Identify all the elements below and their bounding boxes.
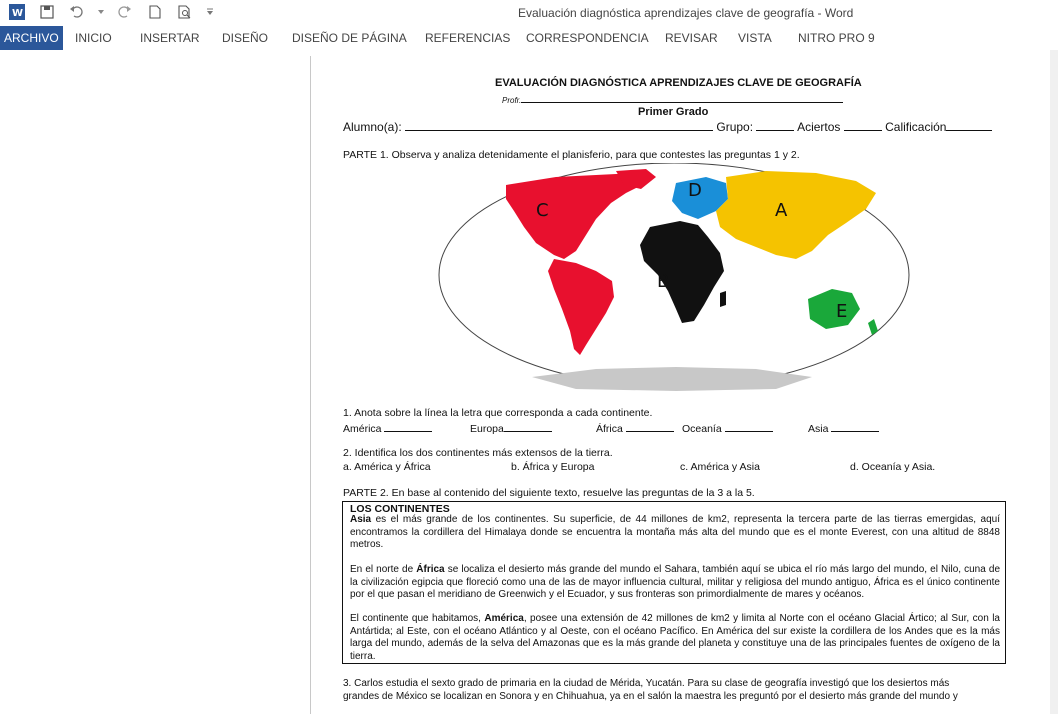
redo-icon[interactable] (116, 3, 134, 21)
hits-label: Aciertos (797, 120, 841, 134)
tab-correspondencia[interactable]: CORRESPONDENCIA (526, 31, 649, 45)
map-letter-d: D (688, 180, 702, 201)
q1-asia: Asia (808, 423, 829, 435)
question-3-line-1: 3. Carlos estudia el sexto grado de primaria en la ciudad de Mérida, Yucatán. Para su clase de geografía investigó que los desiertos más (343, 678, 950, 689)
q2-option-d: d. Oceanía y Asia. (850, 461, 936, 473)
paragraph-asia: Asia es el más grande de los continentes. Su superficie, de 44 millones de km2, representa la tercera parte de las tierras emergidas, aquí encontramos la cordillera del Himalaya donde se encuentra la montaña más alta del mundo que es el monte Everest, con una altitud de 8848 metros. (350, 514, 1000, 550)
grade-title: Primer Grado (638, 106, 709, 118)
window-title: Evaluación diagnóstica aprendizajes clave de geografía - Word (518, 6, 854, 20)
question-3-line-2: grandes de México se localizan en Sonora y en Chihuahua, ya en el salón la maestra les preguntó por el desierto más grande del mundo y (343, 691, 958, 702)
new-document-icon[interactable] (146, 3, 164, 21)
hits-line (844, 120, 882, 131)
world-map (436, 163, 912, 393)
profr-label: Profr. (502, 96, 522, 105)
map-letter-c: C (536, 200, 549, 221)
svg-text:W: W (12, 8, 24, 19)
doc-title: EVALUACIÓN DIAGNÓSTICA APRENDIZAJES CLAVE DE GEOGRAFÍA (495, 77, 862, 89)
question-2: 2. Identifica los dos continentes más extensos de la tierra. (343, 447, 613, 459)
undo-dropdown-icon[interactable] (98, 3, 104, 21)
tab-insertar[interactable]: INSERTAR (140, 31, 200, 45)
left-gray-margin (0, 50, 310, 714)
map-letter-a: A (775, 200, 788, 221)
customize-toolbar-icon[interactable] (206, 3, 214, 21)
word-logo-icon (8, 3, 26, 21)
save-icon[interactable] (38, 3, 56, 21)
part2-instructions: PARTE 2. En base al contenido del siguiente texto, resuelve las preguntas de la 3 a la 5. (343, 487, 755, 499)
q1-europa: Europa (470, 423, 504, 435)
map-letter-e: E (836, 301, 848, 322)
tab-inicio[interactable]: INICIO (75, 31, 112, 45)
vertical-scrollbar[interactable] (1050, 50, 1058, 714)
q1-oceania: Oceanía (682, 423, 722, 435)
title-bar (0, 0, 1058, 26)
question-1: 1. Anota sobre la línea la letra que corresponda a cada continente. (343, 407, 653, 419)
q1-africa: África (596, 423, 623, 435)
paragraph-africa: En el norte de África se localiza el desierto más grande del mundo el Sahara, también aquí se ubica el río más largo del mundo, el Nilo, cuna de la civilización egipcia que floreció como una de las de mayor influencia cultural, militar y religiosa del mundo antiguo, África es el único continente por el que pasan el meridiano de Greenwich y el Ecuador, y sus fronteras son primordialmente de mares y océanos. (350, 564, 1001, 600)
grade-score-label: Calificación (885, 120, 947, 134)
print-preview-icon[interactable] (176, 3, 194, 21)
map-letter-b: B (657, 271, 670, 292)
q1-america: América (343, 423, 382, 435)
tab-diseno-pagina[interactable]: DISEÑO DE PÁGINA (292, 31, 407, 45)
paragraph-america: El continente que habitamos, América, posee una extensión de 42 millones de km2 y limita al Norte con el océano Glacial Ártico; al Sur, con la Antártida; al Este, con el océano Atlántico y al Oeste, con el océano Pacífico. En América del sur existe la cordillera de los Andes que es la más larga del mundo, además de la selva del Amazonas que es la más grande del planeta y constituye una de las principales fuentes de oxígeno de la tierra. (350, 613, 1000, 662)
tab-nitro[interactable]: NITRO PRO 9 (798, 31, 875, 45)
madagascar-shape (720, 291, 726, 307)
tab-diseno[interactable]: DISEÑO (222, 31, 269, 45)
tab-referencias[interactable]: REFERENCIAS (425, 31, 511, 45)
student-line (405, 120, 713, 131)
tab-archivo[interactable]: ARCHIVO (0, 26, 63, 50)
q2-option-c: c. América y Asia (680, 461, 760, 473)
part1-instructions: PARTE 1. Observa y analiza detenidamente el planisferio, para que contestes las preguntas 1 y 2. (343, 149, 800, 161)
grade-score-line (946, 120, 992, 131)
undo-icon[interactable] (68, 3, 86, 21)
tab-revisar[interactable]: REVISAR (665, 31, 718, 45)
q2-option-a: a. América y África (343, 461, 431, 473)
ribbon-tabs (0, 26, 1058, 50)
group-line (756, 120, 794, 131)
q2-option-b: b. África y Europa (511, 461, 595, 473)
group-label: Grupo: (716, 120, 754, 134)
tab-vista[interactable]: VISTA (738, 31, 772, 45)
quick-access-toolbar (8, 3, 214, 21)
box-title: LOS CONTINENTES (350, 503, 450, 515)
student-label: Alumno(a): (343, 120, 402, 134)
profr-line (521, 92, 843, 103)
